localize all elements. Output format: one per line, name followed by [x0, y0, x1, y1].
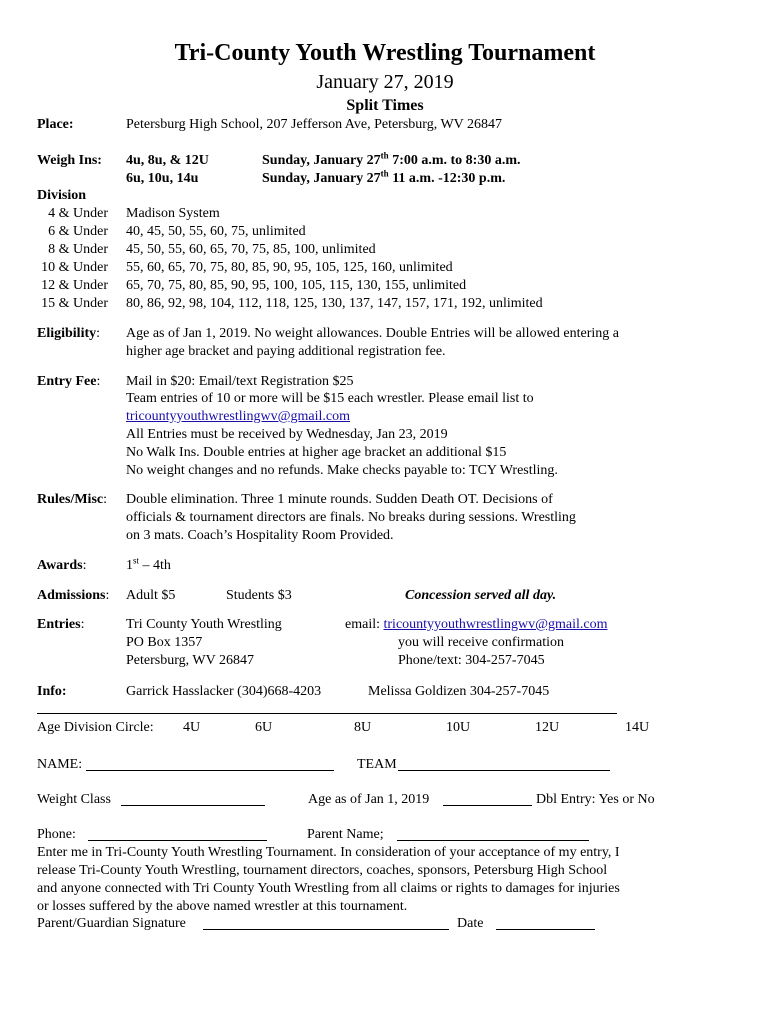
name-label: NAME: — [37, 757, 83, 772]
document-title: Tri-County Youth Wrestling Tournament — [174, 40, 596, 66]
age-option-10u[interactable]: 10U — [446, 720, 471, 735]
entries-email: email: tricountyyouthwrestlingwv@gmail.com — [345, 617, 608, 632]
eligibility-label: Eligibility: — [37, 326, 101, 341]
age-division-circle-label: Age Division Circle: — [37, 720, 154, 735]
entry-fee-line-2: Team entries of 10 or more will be $15 each wrestler. Please email list to — [126, 391, 534, 406]
parent-name-label: Parent Name; — [307, 827, 384, 842]
admissions-label: Admissions: — [37, 588, 110, 603]
entry-fee-label: Entry Fee: — [37, 374, 101, 389]
signature-label: Parent/Guardian Signature — [37, 916, 186, 931]
entries-email-link[interactable]: tricountyyouthwrestlingwv@gmail.com — [383, 617, 608, 632]
separator-line — [37, 713, 617, 714]
split-times-heading: Split Times — [346, 97, 424, 114]
rules-line-2: officials & tournament directors are finals. No breaks during sessions. Wrestling — [126, 510, 576, 525]
division-label: Division — [37, 188, 87, 203]
division-weights-15u: 80, 86, 92, 98, 104, 112, 118, 125, 130, 137, 147, 157, 171, 192, unlimited — [126, 296, 543, 311]
division-weights-8u: 45, 50, 55, 60, 65, 70, 75, 85, 100, unlimited — [126, 242, 376, 257]
age-option-4u[interactable]: 4U — [183, 720, 201, 735]
entry-fee-email-link[interactable]: tricountyyouthwrestlingwv@gmail.com — [126, 409, 351, 424]
rules-line-3: on 3 mats. Coach’s Hospitality Room Provided. — [126, 528, 394, 543]
weigh-ins-time-1: Sunday, January 27th 7:00 a.m. to 8:30 a.m. — [262, 150, 521, 168]
waiver-line-4: or losses suffered by the above named wrestler at this tournament. — [37, 899, 408, 914]
team-label: TEAM — [357, 757, 397, 772]
entry-fee-line-6: No weight changes and no refunds. Make checks payable to: TCY Wrestling. — [126, 463, 558, 478]
weigh-ins-time-2: Sunday, January 27th 11 a.m. -12:30 p.m. — [262, 168, 506, 186]
age-option-8u[interactable]: 8U — [354, 720, 372, 735]
entry-fee-line-4: All Entries must be received by Wednesday, Jan 23, 2019 — [126, 427, 448, 442]
phone-label: Phone: — [37, 827, 76, 842]
age-option-6u[interactable]: 6U — [255, 720, 273, 735]
age-as-of-label: Age as of Jan 1, 2019 — [308, 792, 430, 807]
division-age-6u: 6 & Under — [48, 224, 108, 239]
division-weights-10u: 55, 60, 65, 70, 75, 80, 85, 90, 95, 105, 125, 160, unlimited — [126, 260, 453, 275]
event-date: January 27, 2019 — [316, 71, 454, 93]
place-label: Place: — [37, 117, 74, 132]
entries-address-line-1: Tri County Youth Wrestling — [126, 617, 282, 632]
team-field[interactable] — [398, 770, 610, 771]
concession-note: Concession served all day. — [405, 588, 557, 603]
date-field[interactable] — [496, 929, 595, 930]
info-label: Info: — [37, 684, 67, 699]
entry-fee-line-5: No Walk Ins. Double entries at higher age bracket an additional $15 — [126, 445, 507, 460]
division-weights-4u: Madison System — [126, 206, 220, 221]
waiver-line-3: and anyone connected with Tri County Youth Wrestling from all claims or rights to damages for injuries — [37, 881, 620, 896]
rules-line-1: Double elimination. Three 1 minute rounds. Sudden Death OT. Decisions of — [126, 492, 553, 507]
admissions-students: Students $3 — [226, 588, 292, 603]
admissions-adult: Adult $5 — [126, 588, 176, 603]
division-age-15u: 15 & Under — [41, 296, 108, 311]
division-weights-6u: 40, 45, 50, 55, 60, 75, unlimited — [126, 224, 306, 239]
parent-name-field[interactable] — [397, 840, 589, 841]
division-age-8u: 8 & Under — [48, 242, 108, 257]
weight-class-field[interactable] — [121, 805, 265, 806]
division-age-4u: 4 & Under — [48, 206, 108, 221]
awards-value: 1st – 4th — [126, 555, 171, 573]
place-value: Petersburg High School, 207 Jefferson Ave, Petersburg, WV 26847 — [126, 117, 503, 132]
info-contact-2: Melissa Goldizen 304-257-7045 — [368, 684, 550, 699]
weigh-ins-label: Weigh Ins: — [37, 153, 102, 168]
info-contact-1: Garrick Hasslacker (304)668-4203 — [126, 684, 322, 699]
entries-label: Entries: — [37, 617, 85, 632]
age-option-12u[interactable]: 12U — [535, 720, 560, 735]
dbl-entry-label: Dbl Entry: Yes or No — [536, 792, 655, 807]
division-age-12u: 12 & Under — [41, 278, 108, 293]
signature-field[interactable] — [203, 929, 449, 930]
division-age-10u: 10 & Under — [41, 260, 108, 275]
awards-label: Awards: — [37, 558, 87, 573]
eligibility-line-1: Age as of Jan 1, 2019. No weight allowances. Double Entries will be allowed entering a — [126, 326, 619, 341]
age-as-of-field[interactable] — [443, 805, 532, 806]
entries-address-line-2: PO Box 1357 — [126, 635, 203, 650]
entries-phone: Phone/text: 304-257-7045 — [398, 653, 545, 668]
waiver-line-1: Enter me in Tri-County Youth Wrestling Tournament. In consideration of your acceptance of my entry, I — [37, 845, 620, 860]
entry-fee-line-1: Mail in $20: Email/text Registration $25 — [126, 374, 354, 389]
weigh-ins-ages-1: 4u, 8u, & 12U — [126, 153, 209, 168]
date-label: Date — [457, 916, 484, 931]
weight-class-label: Weight Class — [37, 792, 111, 807]
waiver-line-2: release Tri-County Youth Wrestling, tournament directors, coaches, sponsors, Petersburg High School — [37, 863, 608, 878]
division-weights-12u: 65, 70, 75, 80, 85, 90, 95, 100, 105, 115, 130, 155, unlimited — [126, 278, 467, 293]
phone-field[interactable] — [88, 840, 267, 841]
weigh-ins-ages-2: 6u, 10u, 14u — [126, 171, 199, 186]
name-field[interactable] — [86, 770, 334, 771]
entries-confirmation-note: you will receive confirmation — [398, 635, 564, 650]
rules-label: Rules/Misc: — [37, 492, 107, 507]
eligibility-line-2: higher age bracket and paying additional registration fee. — [126, 344, 446, 359]
entries-address-line-3: Petersburg, WV 26847 — [126, 653, 254, 668]
age-option-14u[interactable]: 14U — [625, 720, 650, 735]
